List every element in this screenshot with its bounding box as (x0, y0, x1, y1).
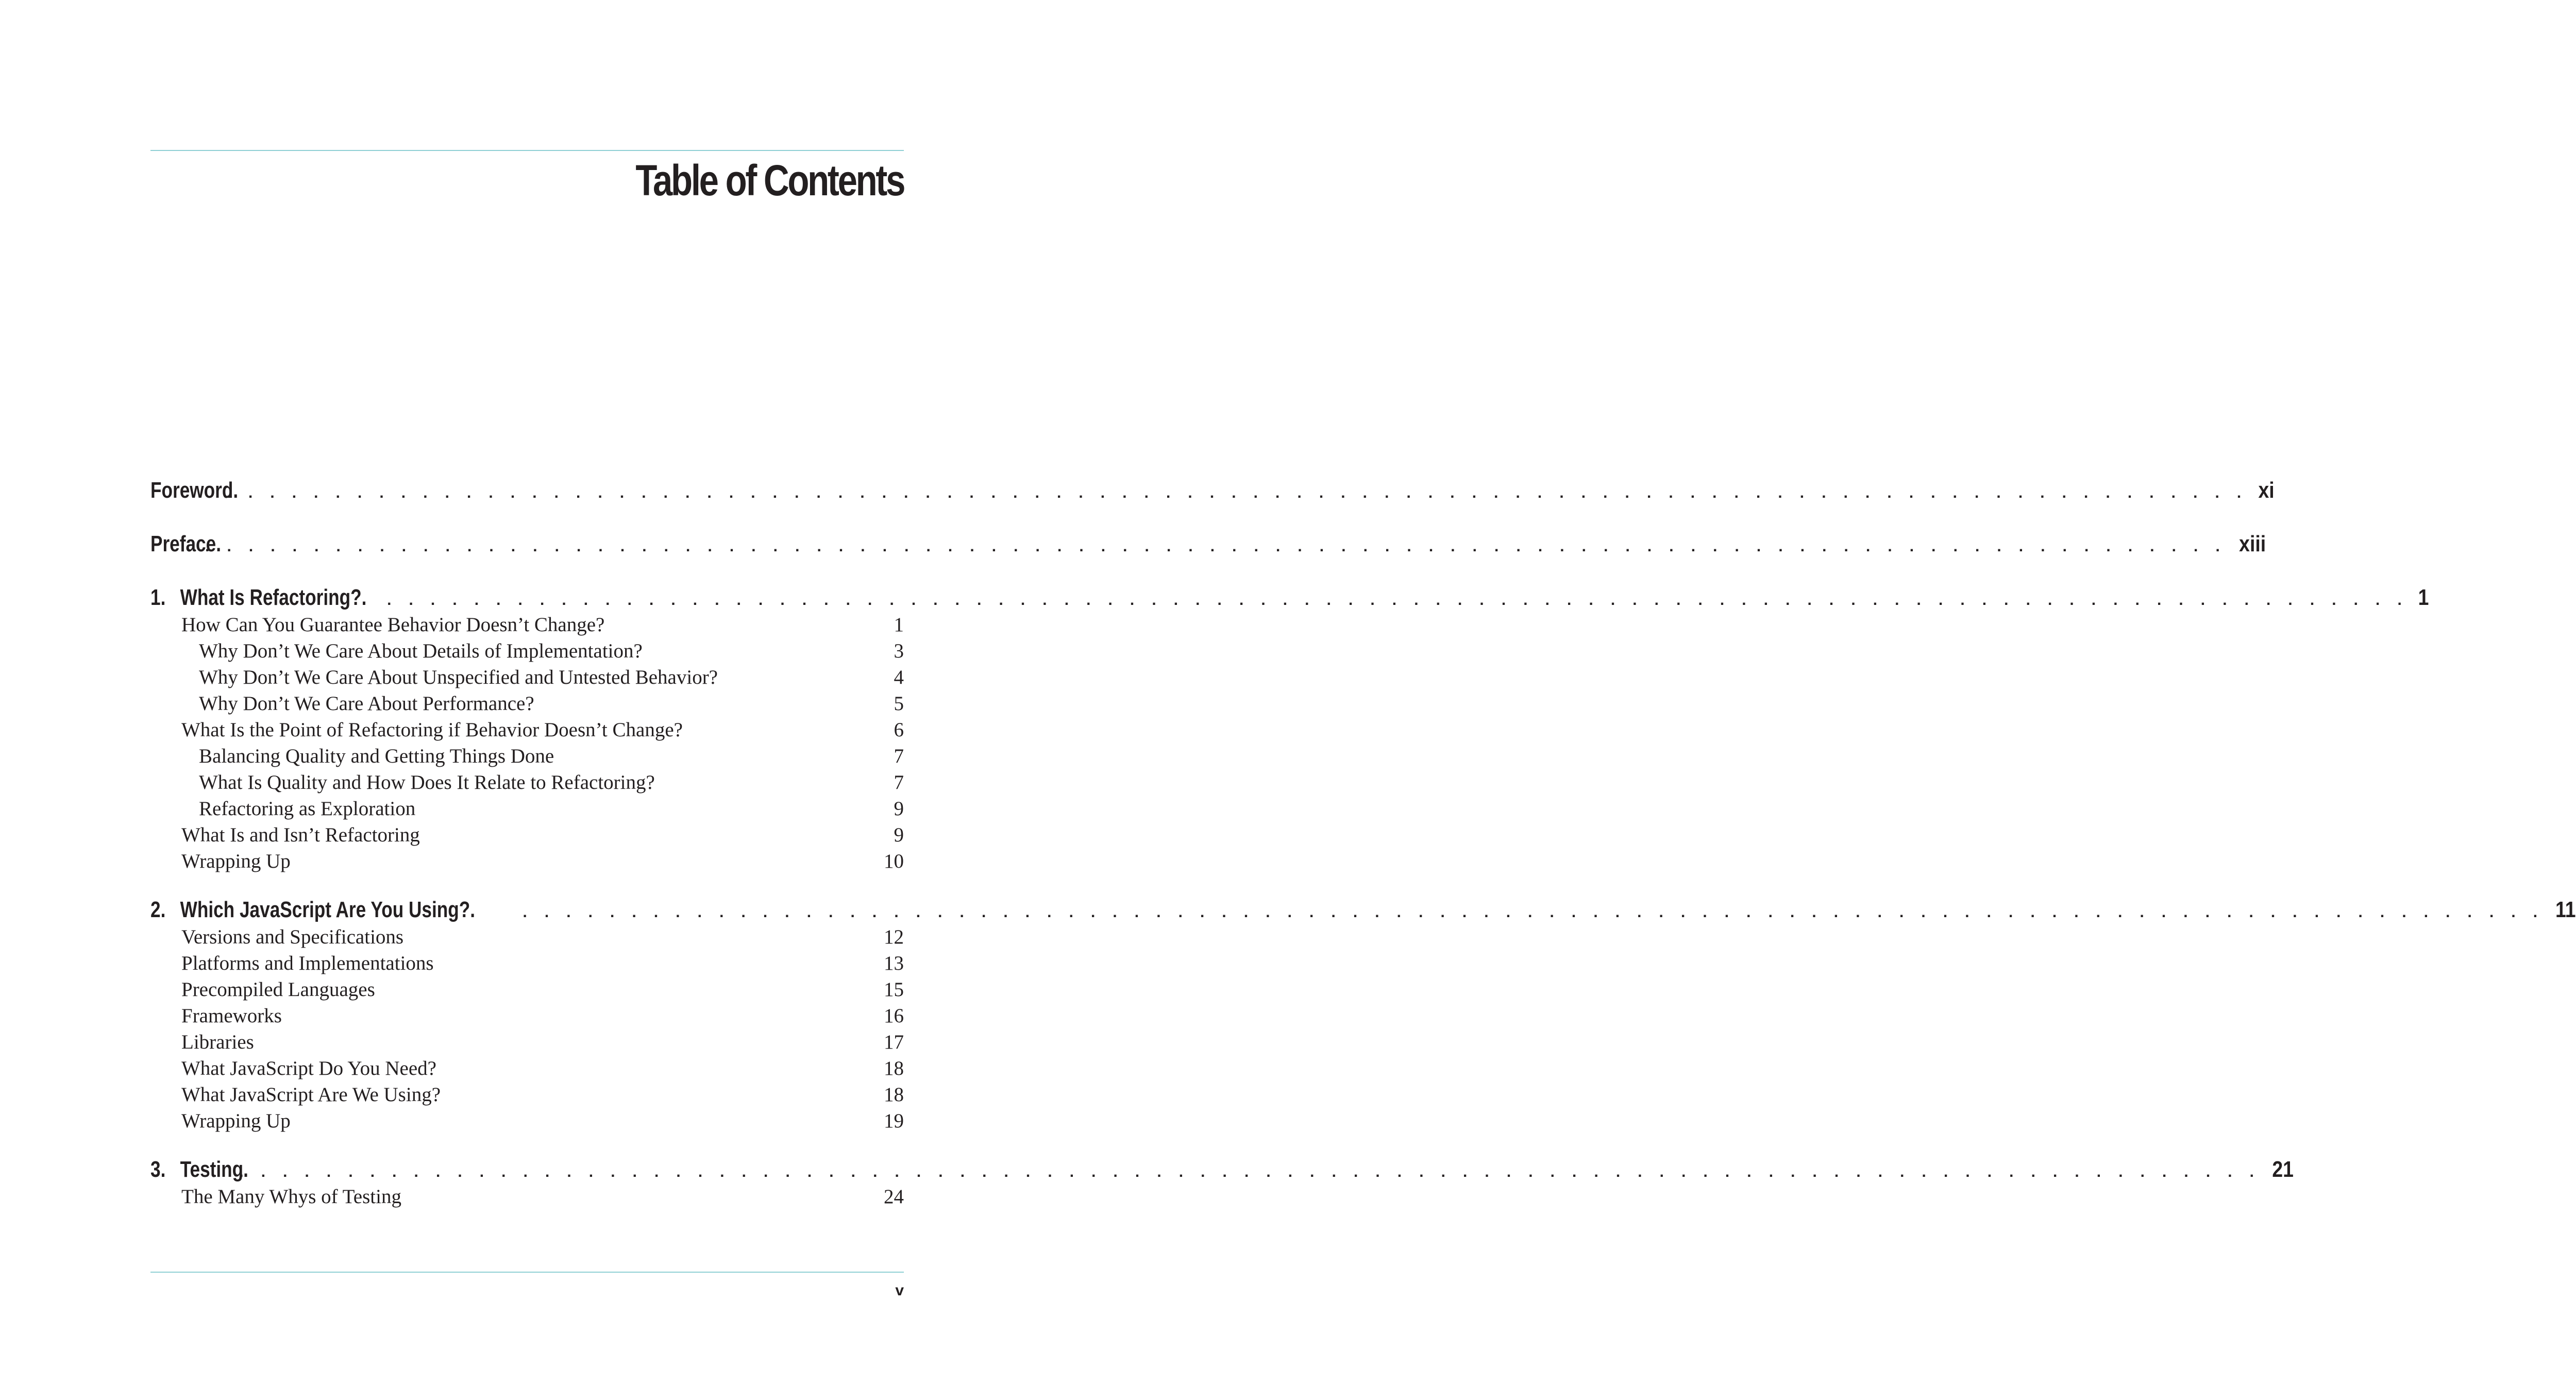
toc-section-page: 7 (894, 771, 904, 793)
toc-spacer (150, 558, 904, 584)
toc-chapter-2-number: 2. (150, 897, 166, 922)
toc-section-page: 9 (894, 824, 904, 846)
toc-section-entry[interactable] (150, 822, 904, 848)
toc-section-entry[interactable] (150, 1108, 904, 1134)
toc-chapter-2[interactable] (150, 896, 2576, 924)
toc-section-page: 15 (884, 978, 904, 1001)
toc-section-label: Versions and Specifications (181, 926, 404, 948)
toc-front-preface-label (150, 530, 221, 558)
toc-front-preface-title: Preface. (150, 531, 221, 556)
dot-leader: . . . . . . . . . . . . . . . . . . . . . . . . . . . . . . . . . . . . . . . . . . . . . . . . . . . . . . . . . . . . . . . . . . . . . . . . . . . . . . . . . . . . . . . . . . . . . (203, 539, 2224, 556)
toc-section-label: What Is Quality and How Does It Relate to Refactoring? (199, 771, 655, 793)
toc-section-label: What Is and Isn’t Refactoring (181, 824, 420, 846)
toc-section-page: 24 (884, 1186, 904, 1208)
toc-section-page: 18 (884, 1057, 904, 1079)
toc-spacer (150, 1134, 904, 1156)
page-title: Table of Contents (635, 156, 904, 205)
bottom-rule (150, 1272, 904, 1273)
toc-chapter-2-title: Which JavaScript Are You Using?. (180, 897, 476, 922)
toc-spacer (150, 504, 904, 530)
toc-section-label: What Is the Point of Refactoring if Behavior Doesn’t Change? (181, 719, 683, 741)
toc-chapter-2-page: 11 (2555, 897, 2576, 922)
toc-section-entry[interactable] (150, 1029, 904, 1055)
toc-front-foreword-title: Foreword. (150, 478, 239, 503)
toc-section-label: Wrapping Up (181, 850, 291, 872)
toc-section-page: 16 (884, 1005, 904, 1027)
toc-section-label: Wrapping Up (181, 1110, 291, 1132)
toc-section-page: 5 (894, 692, 904, 715)
toc-section-page: 12 (884, 926, 904, 948)
toc-section-label: What JavaScript Are We Using? (181, 1084, 441, 1106)
toc-section-page: 1 (894, 614, 904, 636)
toc-section-label: Precompiled Languages (181, 978, 375, 1001)
top-rule (150, 150, 904, 151)
dot-leader: . . . . . . . . . . . . . . . . . . . . . . . . . . . . . . . . . . . . . . . . . . . . . . . . . . . . . . . . . . . . . . . . . . . . . . . . . . . . . . . . . . . . . . . . . . . . . (237, 1164, 2258, 1182)
toc-section-entry[interactable] (150, 1184, 904, 1210)
toc-section-page: 19 (884, 1110, 904, 1132)
toc-front-foreword[interactable] (150, 477, 2275, 504)
dot-leader: . . . . . . . . . . . . . . . . . . . . . . . . . . . . . . . . . . . . . . . . . . . . . . . . . . . . . . . . . . . . . . . . . . . . . . . . . . . . . . . . . . . . . . . . . . . . . (224, 485, 2246, 503)
toc-section-page: 17 (884, 1031, 904, 1053)
toc-section-entry[interactable] (150, 976, 904, 1003)
toc-chapter-1-number: 1. (150, 585, 166, 610)
toc-section-entry[interactable] (150, 1055, 904, 1082)
dot-leader: . . . . . . . . . . . . . . . . . . . . . . . . . . . . . . . . . . . . . . . . . . . . . . . . . . . . . . . . . . . . . . . . . . . . . . . . . . . . . . . . . . . . . . . . . . . . . (384, 593, 2406, 610)
toc-front-preface[interactable] (150, 530, 2266, 558)
toc-section-entry[interactable] (150, 1003, 904, 1029)
dot-leader: . . . . . . . . . . . . . . . . . . . . . . . . . . . . . . . . . . . . . . . . . . . . . . . . . . . . . . . . . . . . . . . . . . . . . . . . . . . . . . . . . . . . . . . . . . . . . (520, 905, 2542, 922)
toc-section-page: 10 (884, 850, 904, 872)
toc-spacer (150, 874, 904, 896)
toc-chapter-3-label (150, 1156, 248, 1184)
toc-section-label: How Can You Guarantee Behavior Doesn’t Change? (181, 614, 605, 636)
toc-section-page: 4 (894, 666, 904, 688)
toc-section-entry[interactable] (150, 796, 904, 822)
toc-section-entry[interactable] (150, 664, 904, 690)
toc-section-entry[interactable] (150, 690, 904, 717)
toc-list (150, 477, 2576, 1210)
toc-section-entry[interactable] (150, 717, 904, 743)
toc-section-entry[interactable] (150, 769, 904, 796)
toc-chapter-3-title: Testing. (180, 1157, 248, 1182)
toc-section-label: Balancing Quality and Getting Things Done (199, 745, 554, 767)
toc-section-page: 6 (894, 719, 904, 741)
toc-chapter-3-page: 21 (2272, 1157, 2294, 1182)
toc-section-page: 18 (884, 1084, 904, 1106)
toc-section-page: 9 (894, 798, 904, 820)
toc-section-page: 7 (894, 745, 904, 767)
toc-section-entry[interactable] (150, 743, 904, 769)
toc-chapter-1[interactable] (150, 584, 2429, 612)
toc-section-entry[interactable] (150, 848, 904, 874)
toc-section-label: Platforms and Implementations (181, 952, 434, 974)
toc-section-label: Frameworks (181, 1005, 282, 1027)
toc-chapter-1-page: 1 (2418, 585, 2429, 610)
toc-chapter-3[interactable] (150, 1156, 2294, 1184)
toc-section-page: 13 (884, 952, 904, 974)
toc-section-label: Why Don’t We Care About Unspecified and Untested Behavior? (199, 666, 718, 688)
toc-section-label: Why Don’t We Care About Performance? (199, 692, 534, 715)
toc-section-entry[interactable] (150, 1082, 904, 1108)
toc-section-entry[interactable] (150, 950, 904, 976)
toc-front-foreword-label (150, 477, 238, 504)
toc-section-entry[interactable] (150, 924, 904, 950)
toc-front-foreword-page: xi (2258, 478, 2275, 503)
toc-front-preface-page: xiii (2238, 531, 2266, 556)
toc-chapter-2-label (150, 896, 475, 924)
page-folio: v (895, 1282, 904, 1299)
toc-section-label: What JavaScript Do You Need? (181, 1057, 436, 1079)
toc-chapter-1-title: What Is Refactoring?. (180, 585, 367, 610)
toc-section-label: The Many Whys of Testing (181, 1186, 401, 1208)
toc-section-label: Libraries (181, 1031, 254, 1053)
toc-section-label: Why Don’t We Care About Details of Implementation? (199, 640, 643, 662)
toc-chapter-3-number: 3. (150, 1157, 166, 1182)
toc-section-entry[interactable] (150, 612, 904, 638)
toc-section-entry[interactable] (150, 638, 904, 664)
toc-chapter-1-label (150, 584, 366, 612)
toc-section-label: Refactoring as Exploration (199, 798, 416, 820)
toc-section-page: 3 (894, 640, 904, 662)
